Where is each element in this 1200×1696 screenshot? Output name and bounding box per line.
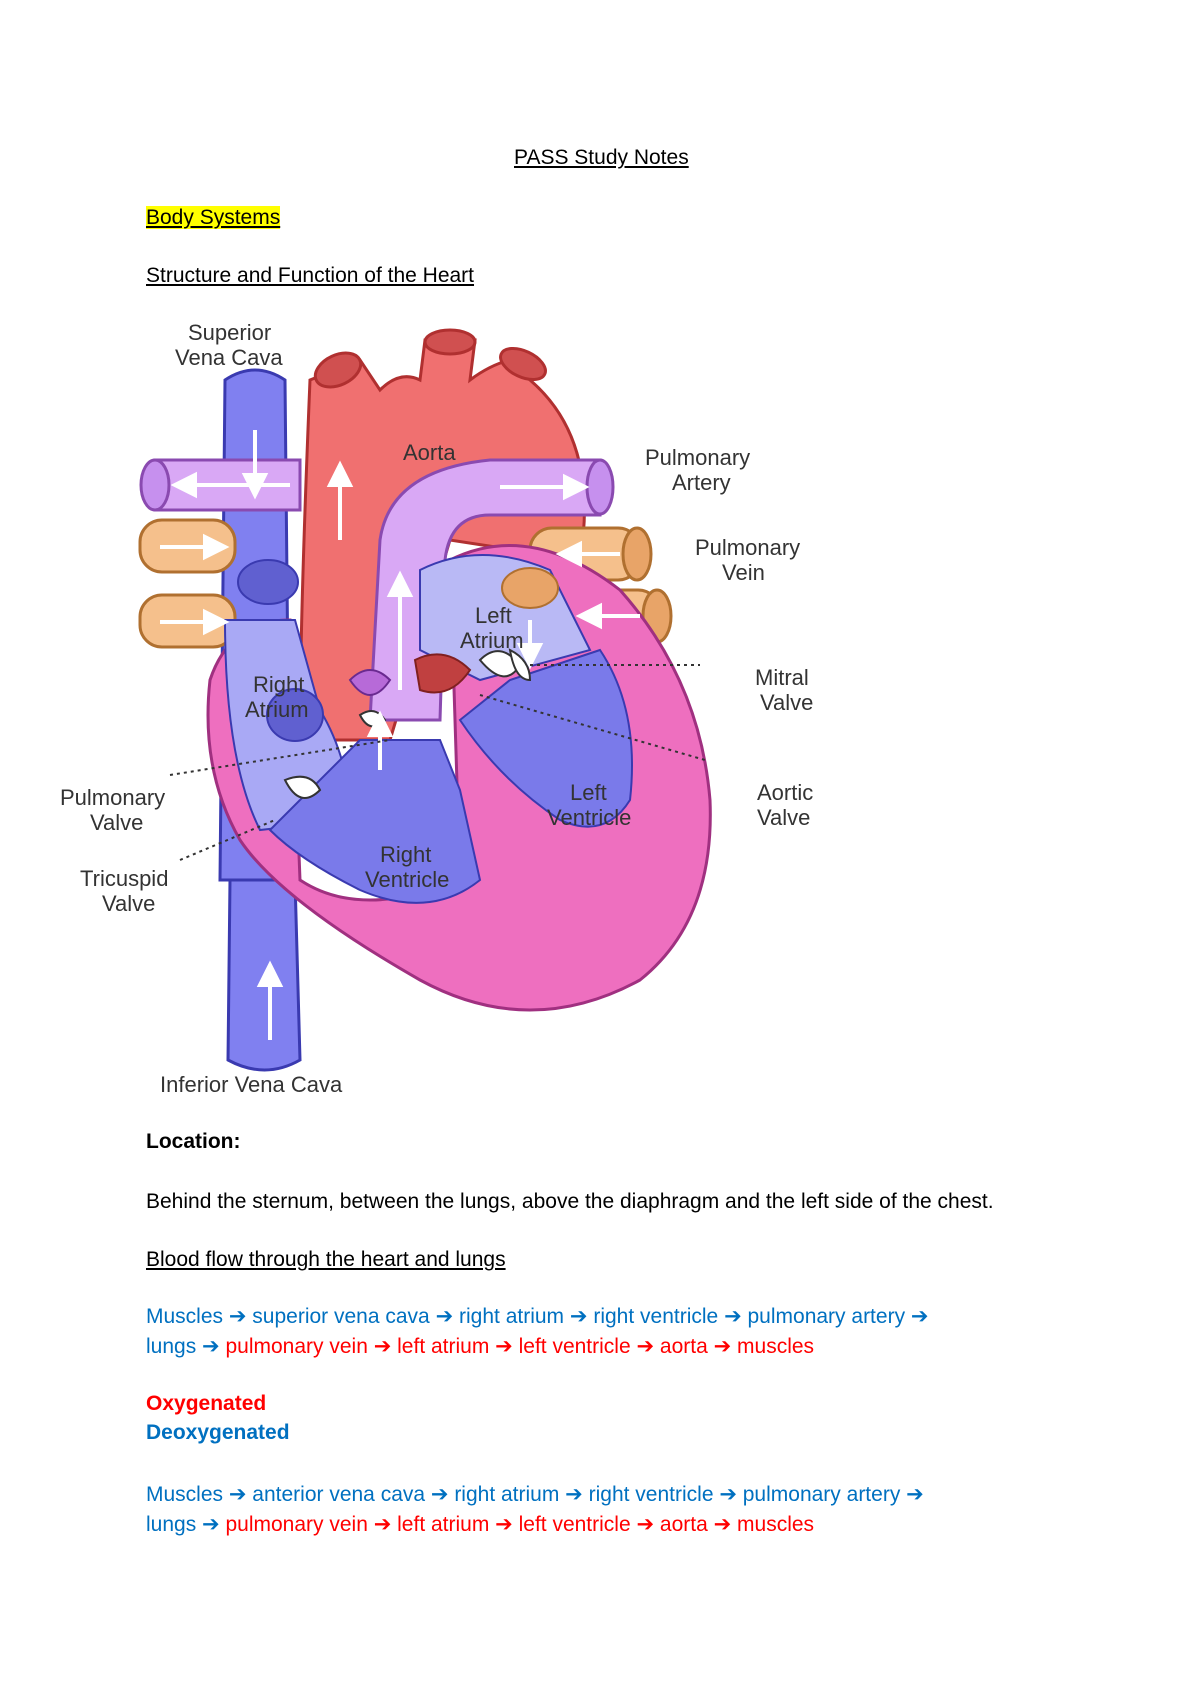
- arrow-icon: ➔: [910, 1305, 929, 1328]
- arrow-icon: ➔: [435, 1305, 454, 1328]
- arrow-icon: ➔: [569, 1305, 588, 1328]
- label-aortic-valve-2: Valve: [757, 805, 811, 830]
- label-inferior-vena-cava: Inferior Vena Cava: [160, 1072, 343, 1097]
- flow1-line2-red: pulmonary vein ➔ left atrium ➔ left ventricle ➔ aorta ➔ muscles: [225, 1335, 815, 1358]
- label-mitral-valve-2: Valve: [760, 690, 814, 715]
- flow1-seg: pulmonary artery: [741, 1305, 911, 1328]
- label-pulmonary-artery-2: Artery: [672, 470, 731, 495]
- flow2-line1: Muscles ➔ anterior vena cava ➔ right atrium ➔ right ventricle ➔ pulmonary artery ➔: [146, 1483, 924, 1506]
- label-aorta: Aorta: [403, 440, 456, 465]
- legend-oxygenated: Oxygenated: [146, 1392, 267, 1415]
- label-aortic-valve: Aortic: [757, 780, 814, 805]
- label-left-ventricle-2: Ventricle: [547, 805, 632, 830]
- label-superior-vena-cava-2: Vena Cava: [175, 345, 283, 370]
- label-superior-vena-cava: Superior: [188, 320, 272, 345]
- section-heading: [146, 206, 280, 230]
- label-pulmonary-vein: Pulmonary: [695, 535, 801, 560]
- legend-deoxygenated: Deoxygenated: [146, 1421, 290, 1444]
- label-pulmonary-vein-2: Vein: [722, 560, 765, 585]
- flow1-seg: superior vena cava: [246, 1305, 436, 1328]
- location-text: Behind the sternum, between the lungs, above the diaphragm and the left side of the chest.: [146, 1190, 994, 1213]
- label-pulmonary-artery: Pulmonary: [645, 445, 751, 470]
- bloodflow-heading: Blood flow through the heart and lungs: [146, 1248, 506, 1271]
- flow2-line2: [146, 1510, 814, 1540]
- flow1-line2-blue: lungs ➔: [146, 1335, 226, 1358]
- flow2-line2-blue: lungs ➔: [146, 1513, 226, 1536]
- location-heading: Location:: [146, 1130, 241, 1153]
- label-right-ventricle-2: Ventricle: [365, 867, 450, 892]
- flow1-seg: Muscles: [146, 1305, 229, 1328]
- arrow-icon: ➔: [228, 1305, 247, 1328]
- label-left-atrium-2: Atrium: [460, 628, 524, 653]
- label-tricuspid-valve: Tricuspid: [80, 866, 169, 891]
- subsection-heading: Structure and Function of the Heart: [146, 264, 475, 287]
- section-heading-text: Body Systems: [146, 206, 281, 229]
- arrow-icon: ➔: [724, 1305, 742, 1328]
- label-left-atrium: Left: [475, 603, 512, 628]
- page-title: PASS Study Notes: [514, 146, 689, 169]
- label-pulmonary-valve-2: Valve: [90, 810, 144, 835]
- label-pulmonary-valve: Pulmonary: [60, 785, 166, 810]
- flow2-line2-red: pulmonary vein ➔ left atrium ➔ left ventricle ➔ aorta ➔ muscles: [225, 1513, 815, 1536]
- flow1-seg: right ventricle: [587, 1305, 725, 1328]
- flow1-seg: right atrium: [453, 1305, 570, 1328]
- label-tricuspid-valve-2: Valve: [102, 891, 156, 916]
- label-right-atrium-2: Atrium: [245, 697, 309, 722]
- label-left-ventricle: Left: [570, 780, 607, 805]
- label-mitral-valve: Mitral: [755, 665, 809, 690]
- flow1-line1: [146, 1302, 929, 1332]
- label-right-ventricle: Right: [380, 842, 432, 867]
- heart-diagram: [60, 320, 850, 1110]
- flow1-line2: [146, 1332, 814, 1362]
- label-right-atrium: Right: [253, 672, 305, 697]
